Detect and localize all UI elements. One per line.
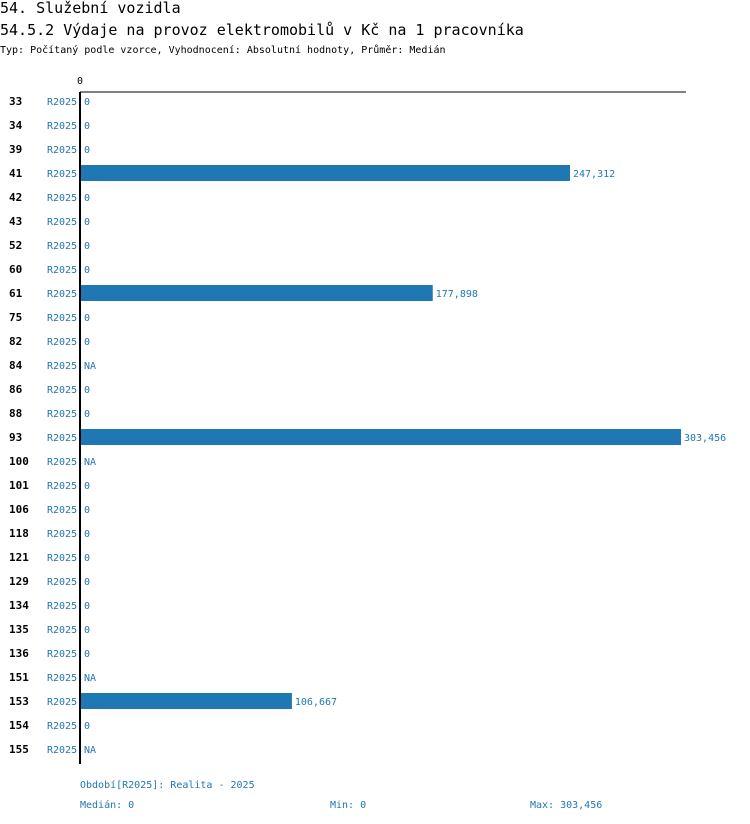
period-label: R2025 [47, 121, 78, 132]
data-label: 0 [84, 265, 91, 276]
category-label: 60 [9, 263, 23, 276]
data-label: 0 [84, 721, 91, 732]
category-label: 118 [9, 527, 29, 540]
min-summary: Min: 0 [330, 800, 367, 811]
period-label: R2025 [47, 601, 78, 612]
data-label: 0 [84, 601, 91, 612]
median-summary: Medián: 0 [80, 800, 135, 811]
period-label: R2025 [47, 97, 78, 108]
category-label: 41 [9, 167, 23, 180]
section-title: 54. Služební vozidla [0, 0, 181, 17]
category-label: 155 [9, 743, 29, 756]
data-label: NA [84, 457, 97, 468]
data-label: 0 [84, 505, 91, 516]
data-label: 0 [84, 481, 91, 492]
bar [81, 165, 570, 181]
data-label: 0 [84, 217, 91, 228]
period-label: R2025 [47, 265, 78, 276]
period-label: R2025 [47, 577, 78, 588]
period-label: R2025 [47, 361, 78, 372]
bar [81, 429, 681, 445]
period-label: R2025 [47, 241, 78, 252]
period-legend: Období[R2025]: Realita - 2025 [80, 780, 255, 791]
data-label: 247,312 [572, 169, 616, 180]
period-label: R2025 [47, 289, 78, 300]
period-label: R2025 [47, 433, 78, 444]
period-label: R2025 [47, 745, 78, 756]
data-label: 0 [84, 577, 91, 588]
data-label: NA [84, 673, 97, 684]
period-label: R2025 [47, 649, 78, 660]
chart-title: 54.5.2 Výdaje na provoz elektromobilů v Kč na 1 pracovníka [0, 21, 524, 39]
data-label: 106,667 [294, 697, 338, 708]
category-label: 82 [9, 335, 23, 348]
data-label: 0 [84, 625, 91, 636]
category-label: 100 [9, 455, 29, 468]
category-label: 34 [9, 119, 23, 132]
data-label: 0 [84, 97, 91, 108]
period-label: R2025 [47, 409, 78, 420]
data-label: 0 [84, 529, 91, 540]
data-label: 0 [84, 313, 91, 324]
data-label: 0 [84, 409, 91, 420]
category-label: 86 [9, 383, 23, 396]
category-label: 61 [9, 287, 23, 300]
data-label: NA [84, 745, 97, 756]
x-axis-tick-label: 0 [76, 76, 84, 87]
period-label: R2025 [47, 313, 78, 324]
data-label: 177,898 [435, 289, 478, 300]
data-label: 0 [84, 553, 91, 564]
data-label: NA [84, 361, 97, 372]
category-label: 135 [9, 623, 29, 636]
period-label: R2025 [47, 721, 78, 732]
category-label: 84 [9, 359, 23, 372]
category-label: 151 [9, 671, 29, 684]
period-label: R2025 [47, 553, 78, 564]
period-label: R2025 [47, 673, 78, 684]
bar [81, 693, 292, 709]
period-label: R2025 [47, 217, 78, 228]
category-label: 101 [9, 479, 29, 492]
period-label: R2025 [47, 337, 78, 348]
category-label: 136 [9, 647, 29, 660]
max-summary: Max: 303,456 [530, 800, 603, 811]
data-label: 0 [84, 193, 91, 204]
period-label: R2025 [47, 145, 78, 156]
chart-subtitle: Typ: Počítaný podle vzorce, Vyhodnocení: Absolutní hodnoty, Průměr: Medián [0, 45, 446, 56]
category-label: 93 [9, 431, 23, 444]
data-label: 0 [84, 385, 91, 396]
category-label: 153 [9, 695, 29, 708]
category-label: 42 [9, 191, 23, 204]
category-label: 43 [9, 215, 23, 228]
period-label: R2025 [47, 529, 78, 540]
period-label: R2025 [47, 169, 78, 180]
bar [81, 285, 433, 301]
period-label: R2025 [47, 505, 78, 516]
data-label: 303,456 [684, 433, 727, 444]
category-label: 129 [9, 575, 29, 588]
period-label: R2025 [47, 481, 78, 492]
data-label: 0 [84, 121, 91, 132]
period-label: R2025 [47, 385, 78, 396]
data-label: 0 [84, 337, 91, 348]
data-label: 0 [84, 241, 91, 252]
category-label: 75 [9, 311, 23, 324]
period-label: R2025 [47, 193, 78, 204]
category-label: 121 [9, 551, 29, 564]
period-label: R2025 [47, 625, 78, 636]
category-label: 88 [9, 407, 23, 420]
category-label: 52 [9, 239, 23, 252]
category-label: 106 [9, 503, 29, 516]
category-label: 134 [9, 599, 29, 612]
data-label: 0 [84, 145, 91, 156]
data-label: 0 [84, 649, 91, 660]
category-label: 39 [9, 143, 23, 156]
category-label: 33 [9, 95, 23, 108]
period-label: R2025 [47, 457, 78, 468]
category-label: 154 [9, 719, 29, 732]
period-label: R2025 [47, 697, 78, 708]
